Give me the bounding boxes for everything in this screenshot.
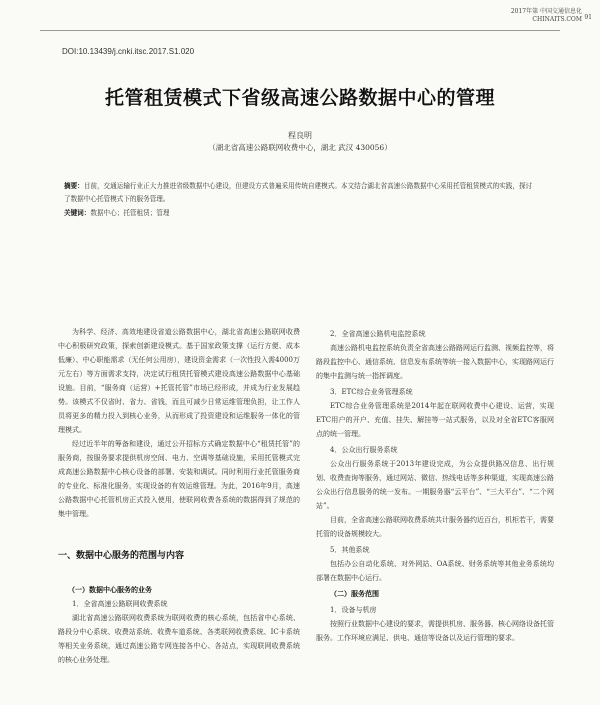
paragraph: ETC综合业务管理系统是2014年起在联网收费中心建设、运营，实现ETC用户的开户、充值、挂失、解挂等一站式服务，以及对全省ETC客服网点的统一管理。 — [316, 402, 554, 438]
page-number: 91 — [584, 14, 592, 21]
paragraph: 包括办公自动化系统、对外网站、OA系统、财务系统等其他业务系统均部署在数据中心运行。 — [316, 560, 554, 582]
keywords-text: 数据中心；托管租赁；管理 — [90, 209, 170, 217]
paragraph: 经过近半年的筹备和建设，通过公开招标方式确定数据中心“租赁托管”的服务商，按服务要求提供机房空间、电力、空调等基础设施，采用托管模式完成高速公路数据中心核心设备的部署、安装和调试。同时利用行业托管服务商的专业化、标准化服务，实现设备的有效运维管理。为此，2016年9月，高速公路数据中心托管机房正式投入使用，使联网收费各系统的数据得到了规范的集中管理。 — [58, 440, 300, 518]
header-rule — [40, 30, 560, 31]
item-heading: 1．设备与机房 — [330, 606, 377, 614]
item-heading: 1．全省高速公路联网收费系统 — [72, 600, 168, 608]
keywords-label: 关键词： — [64, 209, 91, 217]
paragraph: 目前，全省高速公路联网收费系统共计服务器约近百台，机柜若干，需要托管的设备规模较大。 — [316, 516, 554, 538]
abstract — [64, 180, 536, 206]
page-title: 托管租赁模式下省级高速公路数据中心的管理 — [104, 87, 495, 109]
running-header — [510, 8, 592, 24]
subsection-heading: （一）数据中心服务的业务 — [68, 585, 152, 594]
item-heading: 3．ETC综合业务管理系统 — [330, 388, 413, 396]
keywords — [64, 207, 536, 219]
subsection-heading: （二）服务范围 — [330, 589, 379, 598]
paragraph: 高速公路机电监控系统负责全省高速公路路网运行监测、视频监控等，将路段监控中心、通信系统、信息发布系统等统一接入数据中心，实现路网运行的集中监测与统一指挥调度。 — [316, 344, 554, 380]
abstract-label: 摘要： — [64, 182, 84, 190]
paragraph: 公众出行服务系统于2013年建设完成，为公众提供路况信息、出行规划、收费查询等服务，通过网站、微信、热线电话等多种渠道，实现高速公路公众出行信息服务的统一发布。一期服务器“云平台”、“三大平台”、“二个网站”。 — [316, 460, 554, 510]
paragraph: 为科学、经济、高效地建设省道公路数据中心，湖北省高速公路联网收费中心积极研究政策，探索创新建设模式。基于国家政策支撑（运行方便、成本低廉）、中心职能需求（无任何公用房），建设资金需求（一次性投入需4000万元左右）等方面需求支持，决定试行租赁托管模式建设高速公路数据中心基础设施。目前，“服务商（运营）+托管托管”市场已经形成，并成为行业发展趋势。该模式不仅省时、省力、省钱，而且可减少日常运维管理负担，让工作人员将更多的精力投入到核心业务，从而形成了投资建设和运维服务一体化的管理模式。 — [58, 328, 300, 434]
paragraph: 按照行业数据中心建设的要求，需提供机房、服务器、核心网络设备托管服务。工作环境应满足、供电、通信等设备以及运行管理的要求。 — [316, 620, 554, 642]
left-column — [58, 325, 300, 667]
paragraph: 湖北省高速公路联网收费系统为联网收费的核心系统，包括省中心系统、路段分中心系统、收费站系统、收费车道系统、各类联网收费系统、IC卡系统等相关业务系统，通过高速公路专网连接各中心、各站点，实现联网收费系统的核心业务处理。 — [58, 614, 300, 664]
journal-site: CHINAITS.COM — [532, 16, 582, 23]
journal-name: 2017年第 中国交通信息化 — [510, 8, 582, 15]
item-heading: 4．公众出行服务系统 — [330, 446, 398, 454]
right-column — [316, 325, 554, 645]
doi: DOI:10.13439/j.cnki.itsc.2017.S1.020 — [62, 47, 195, 56]
author: 程良明 — [288, 131, 312, 140]
section-heading: 一、数据中心服务的范围与内容 — [58, 551, 185, 561]
item-heading: 2．全省高速公路机电监控系统 — [330, 330, 426, 338]
affiliation: （湖北省高速公路联网收费中心，湖北 武汉 430056） — [208, 143, 392, 152]
item-heading: 5．其他系统 — [330, 546, 370, 554]
abstract-text: 目前，交通运输行业正大力推进省级数据中心建设，但建设方式普遍采用传统自建模式。本文结合湖北省高速公路数据中心采用托管租赁模式的实践，探讨了数据中心托管模式下的服务管理。 — [64, 182, 533, 203]
